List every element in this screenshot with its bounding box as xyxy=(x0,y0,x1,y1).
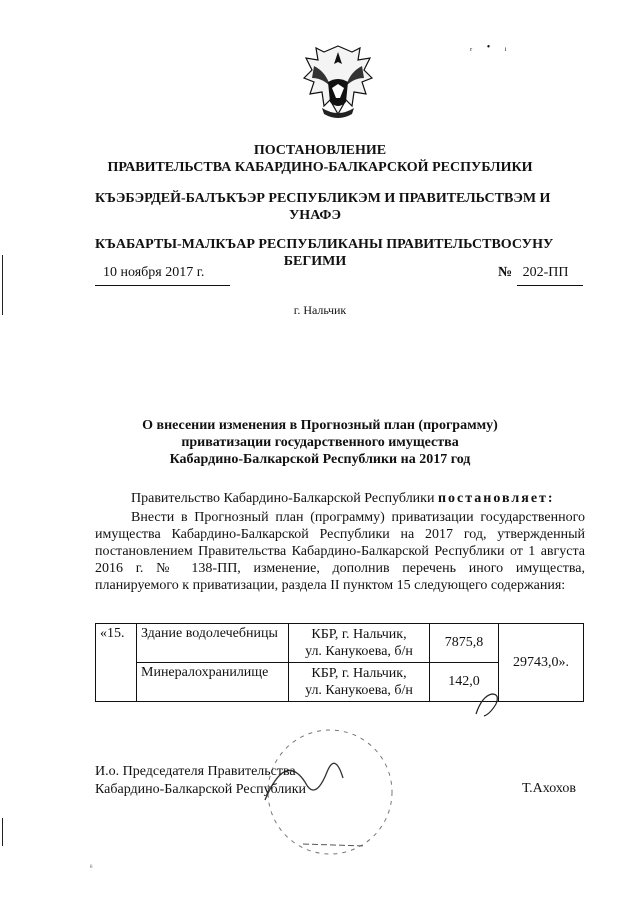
property-area-cell: 7875,8 xyxy=(430,624,499,663)
title-line3: Кабардино-Балкарской Республики на 2017 год xyxy=(169,452,471,467)
header-balkar-line2: БЕГИМИ xyxy=(283,254,347,269)
body-text xyxy=(95,509,585,594)
coat-of-arms-emblem xyxy=(300,42,376,124)
document-city: г. Нальчик xyxy=(293,303,347,317)
number-sign: № xyxy=(498,265,513,280)
scan-edge-mark xyxy=(2,255,3,315)
property-name-cell: Здание водолечебницы xyxy=(137,624,289,663)
number-underline xyxy=(517,285,583,286)
property-address-cell xyxy=(289,663,430,702)
intro-line xyxy=(131,491,555,507)
intro-verb: постановляет: xyxy=(437,491,555,506)
property-area-cell: 142,0 xyxy=(430,663,499,702)
date-underline xyxy=(95,285,230,286)
title-line2: приватизации государственного имущества xyxy=(181,435,459,450)
property-name-cell: Минералохранилище xyxy=(137,663,289,702)
address-line1: КБР, г. Нальчик, xyxy=(311,627,407,642)
document-date: 10 ноября 2017 г. xyxy=(103,265,205,280)
property-table xyxy=(95,623,584,702)
header-kabardian-line1: КЪЭБЭРДЕЙ-БАЛЪКЪЭР РЕСПУБЛИКЭМ И ПРАВИТЕЛЬСТВЭМ И xyxy=(95,191,551,206)
document-header xyxy=(0,142,640,176)
header-balkar-line1: КЪАБАРТЫ-МАЛКЪАР РЕСПУБЛИКАНЫ ПРАВИТЕЛЬСТВОСУНУ xyxy=(95,237,554,252)
position-line1: И.о. Председателя Правительства xyxy=(95,764,296,779)
body-paragraph: Внести в Прогнозный план (программу) приватизации государственного имущества Кабардино-Балкарской Республики на 2017 год, утвержденный постановлением Правительства Кабардино-Балкарской Республики от 1 августа 2016 г. № 138-ПП, изменение, дополнив перечень иного имущества, планируемого к приватизации, раздела II пунктом 15 следующего содержания: xyxy=(95,510,585,593)
scan-edge-mark xyxy=(2,818,3,846)
header-government: ПРАВИТЕЛЬСТВА КАБАРДИНО-БАЛКАРСКОЙ РЕСПУБЛИКИ xyxy=(107,160,533,175)
address-line2: ул. Канукоева, б/н xyxy=(305,683,413,698)
total-area-cell: 29743,0». xyxy=(499,624,584,702)
header-title: ПОСТАНОВЛЕНИЕ xyxy=(253,143,387,158)
signatory-name: Т.Ахохов xyxy=(522,781,576,796)
document-number xyxy=(498,265,568,281)
item-number-cell: «15. xyxy=(96,624,137,702)
number-value: 202-ПП xyxy=(522,265,569,280)
header-kabardian xyxy=(95,190,565,224)
header-kabardian-line2: УНАФЭ xyxy=(289,208,341,223)
table-row xyxy=(96,624,584,663)
initials-mark xyxy=(470,690,510,718)
title-line1: О внесении изменения в Прогнозный план (программу) xyxy=(142,418,498,433)
scan-speck: ᵢᵢ xyxy=(90,860,93,869)
property-address-cell xyxy=(289,624,430,663)
address-line2: ул. Канукоева, б/н xyxy=(305,644,413,659)
position-line2: Кабардино-Балкарской Республики xyxy=(95,782,306,797)
intro-prefix: Правительство Кабардино-Балкарской Республики xyxy=(131,491,438,506)
corner-marks: ᵣ • ᵢ xyxy=(470,42,513,53)
address-line1: КБР, г. Нальчик, xyxy=(311,666,407,681)
signatory-position xyxy=(95,763,306,799)
document-title xyxy=(0,417,640,468)
